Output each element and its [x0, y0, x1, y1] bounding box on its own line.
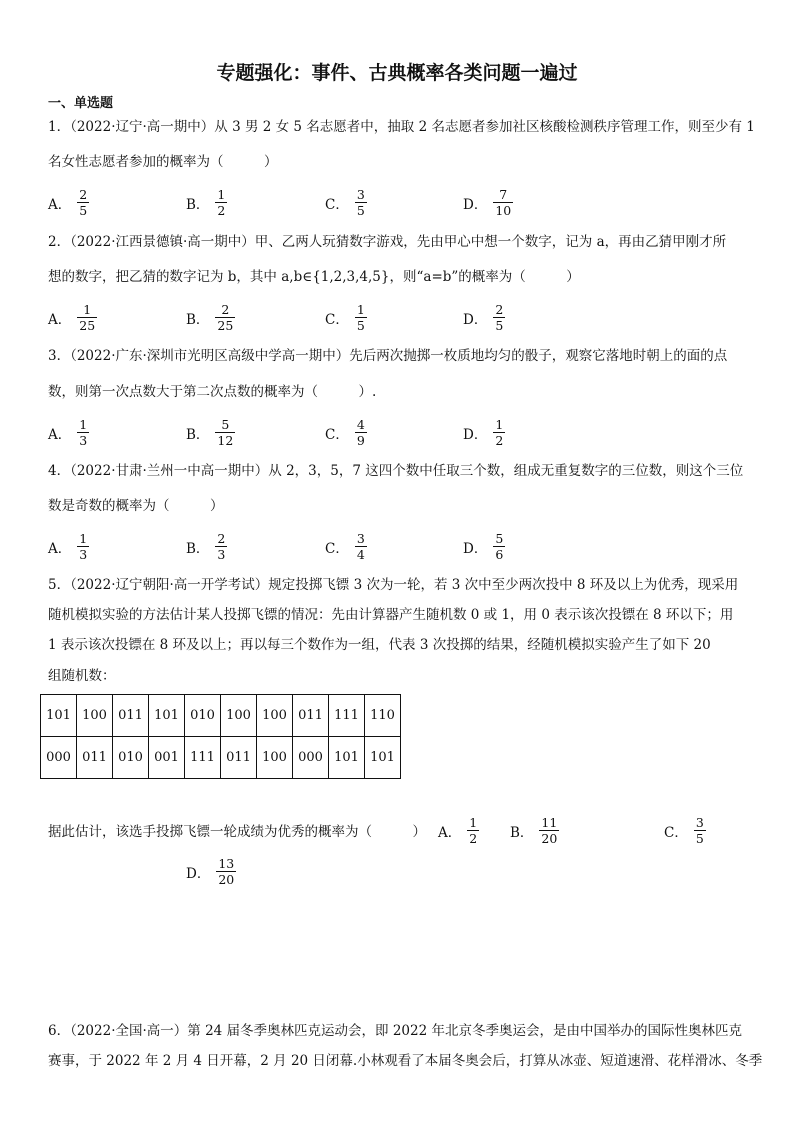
table-cell: 110	[365, 695, 401, 737]
option-fraction: $\frac{3}{5}$	[356, 187, 365, 218]
table-cell: 010	[185, 695, 221, 737]
option-fraction: $\frac{2}{5}$	[79, 187, 88, 218]
option-fraction: $\frac{1}{2}$	[469, 815, 478, 846]
table-cell: 000	[41, 737, 77, 779]
question-1-option-c	[325, 187, 367, 218]
question-5-after-text: 据此估计，该选手投掷飞镖一轮成绩为优秀的概率为（ ）	[48, 824, 426, 840]
question-5-line-1: 5．（2022·辽宁朝阳·高一开学考试）规定投掷飞镖 3 次为一轮，若 3 次中至少两次投中 8 环及以上为优秀，现采用	[48, 577, 739, 593]
option-label: A．	[48, 540, 72, 557]
table-cell: 101	[149, 695, 185, 737]
table-cell: 011	[77, 737, 113, 779]
question-5-line-3: 1 表示该次投镖在 8 环及以上；再以每三个数作为一组，代表 3 次投掷的结果，经随机模拟实验产生了如下 20	[48, 637, 711, 653]
option-fraction: $\frac{1}{25}$	[79, 302, 96, 333]
table-cell: 101	[365, 737, 401, 779]
table-cell: 111	[329, 695, 365, 737]
question-1-line-1: 1．（2022·辽宁·高一期中）从 3 男 2 女 5 名志愿者中，抽取 2 名志愿者参加社区核酸检测秩序管理工作，则至少有 1	[48, 119, 755, 135]
question-5-option-d	[186, 856, 236, 887]
option-label: C．	[664, 824, 688, 841]
option-fraction: $\frac{4}{9}$	[356, 417, 365, 448]
question-5-option-c	[664, 815, 706, 846]
option-fraction: $\frac{5}{12}$	[217, 417, 234, 448]
option-label: C．	[325, 426, 349, 443]
table-cell: 100	[77, 695, 113, 737]
option-label: C．	[325, 311, 349, 328]
question-4-option-c	[325, 531, 367, 562]
option-fraction: $\frac{2}{5}$	[495, 302, 504, 333]
table-row	[41, 737, 401, 779]
option-fraction: $\frac{1}{5}$	[356, 302, 365, 333]
option-label: C．	[325, 196, 349, 213]
question-6-line-1: 6．（2022·全国·高一）第 24 届冬季奥林匹克运动会，即 2022 年北京冬季奥运会，是由中国举办的国际性奥林匹克	[48, 1023, 742, 1039]
question-1-option-d	[463, 187, 513, 218]
option-fraction: $\frac{1}{2}$	[217, 187, 226, 218]
section-heading: 一、单选题	[48, 96, 114, 111]
question-4-option-d	[463, 531, 505, 562]
option-label: D．	[463, 426, 488, 443]
option-label: A．	[48, 196, 72, 213]
question-3-line-2: 数，则第一次点数大于第二次点数的概率为（ ）.	[48, 384, 377, 400]
question-4-option-a	[48, 531, 89, 562]
table-row	[41, 695, 401, 737]
option-label: D．	[463, 196, 488, 213]
table-cell: 000	[293, 737, 329, 779]
option-fraction: $\frac{1}{2}$	[495, 417, 504, 448]
random-number-table	[40, 694, 401, 779]
table-cell: 011	[293, 695, 329, 737]
question-3-option-c	[325, 417, 367, 448]
question-2-option-d	[463, 302, 505, 333]
page-title: 专题强化：事件、古典概率各类问题一遍过	[216, 62, 578, 84]
option-fraction: $\frac{3}{5}$	[695, 815, 704, 846]
option-label: D．	[463, 540, 488, 557]
table-cell: 101	[329, 737, 365, 779]
question-2-option-c	[325, 302, 367, 333]
question-5-option-b	[510, 815, 559, 846]
table-cell: 100	[257, 695, 293, 737]
question-5-option-a	[438, 815, 479, 846]
option-label: B．	[186, 311, 210, 328]
question-5-line-4: 组随机数：	[48, 668, 116, 684]
option-fraction: $\frac{2}{25}$	[217, 302, 234, 333]
table-cell: 010	[113, 737, 149, 779]
question-4-line-2: 数是奇数的概率为（ ）	[48, 498, 224, 514]
table-cell: 001	[149, 737, 185, 779]
option-label: B．	[186, 426, 210, 443]
question-5-line-2: 随机模拟实验的方法估计某人投掷飞镖的情况：先由计算器产生随机数 0 或 1，用 0 表示该次投镖在 8 环以下；用	[48, 607, 734, 623]
option-fraction: $\frac{5}{6}$	[495, 531, 504, 562]
table-cell: 101	[41, 695, 77, 737]
question-2-option-a	[48, 302, 97, 333]
question-4-line-1: 4．（2022·甘肃·兰州一中高一期中）从 2，3，5，7 这四个数中任取三个数，组成无重复数字的三位数，则这个三位	[48, 463, 744, 479]
option-label: D．	[463, 311, 488, 328]
option-label: A．	[438, 824, 462, 841]
option-label: A．	[48, 426, 72, 443]
option-label: B．	[186, 196, 210, 213]
question-4-option-b	[186, 531, 227, 562]
table-cell: 111	[185, 737, 221, 779]
option-fraction: $\frac{7}{10}$	[495, 187, 512, 218]
option-label: D．	[186, 865, 211, 882]
question-2-option-b	[186, 302, 235, 333]
option-fraction: $\frac{11}{20}$	[541, 815, 558, 846]
table-cell: 011	[113, 695, 149, 737]
question-6-line-2: 赛事，于 2022 年 2 月 4 日开幕，2 月 20 日闭幕.小林观看了本届冬奥会后，打算从冰壶、短道速滑、花样滑冰、冬季	[48, 1053, 763, 1069]
question-3-option-d	[463, 417, 505, 448]
table-cell: 011	[221, 737, 257, 779]
option-label: B．	[510, 824, 534, 841]
option-label: B．	[186, 540, 210, 557]
question-3-line-1: 3．（2022·广东·深圳市光明区高级中学高一期中）先后两次抛掷一枚质地均匀的骰子，观察它落地时朝上的面的点	[48, 348, 728, 364]
option-fraction: $\frac{2}{3}$	[217, 531, 226, 562]
question-2-line-2: 想的数字，把乙猜的数字记为 b，其中 a,b∈{1,2,3,4,5}，则“a=b”的概率为（ ）	[48, 269, 580, 285]
option-fraction: $\frac{1}{3}$	[79, 417, 88, 448]
question-1-line-2: 名女性志愿者参加的概率为（ ）	[48, 154, 278, 170]
question-1-option-a	[48, 187, 89, 218]
question-3-option-b	[186, 417, 235, 448]
option-fraction: $\frac{1}{3}$	[79, 531, 88, 562]
table-cell: 100	[221, 695, 257, 737]
option-label: A．	[48, 311, 72, 328]
question-2-line-1: 2．（2022·江西景德镇·高一期中）甲、乙两人玩猜数字游戏，先由甲心中想一个数字，记为 a，再由乙猜甲刚才所	[48, 234, 727, 250]
table-cell: 100	[257, 737, 293, 779]
option-fraction: $\frac{13}{20}$	[218, 856, 235, 887]
option-label: C．	[325, 540, 349, 557]
question-3-option-a	[48, 417, 89, 448]
question-1-option-b	[186, 187, 227, 218]
option-fraction: $\frac{3}{4}$	[356, 531, 365, 562]
